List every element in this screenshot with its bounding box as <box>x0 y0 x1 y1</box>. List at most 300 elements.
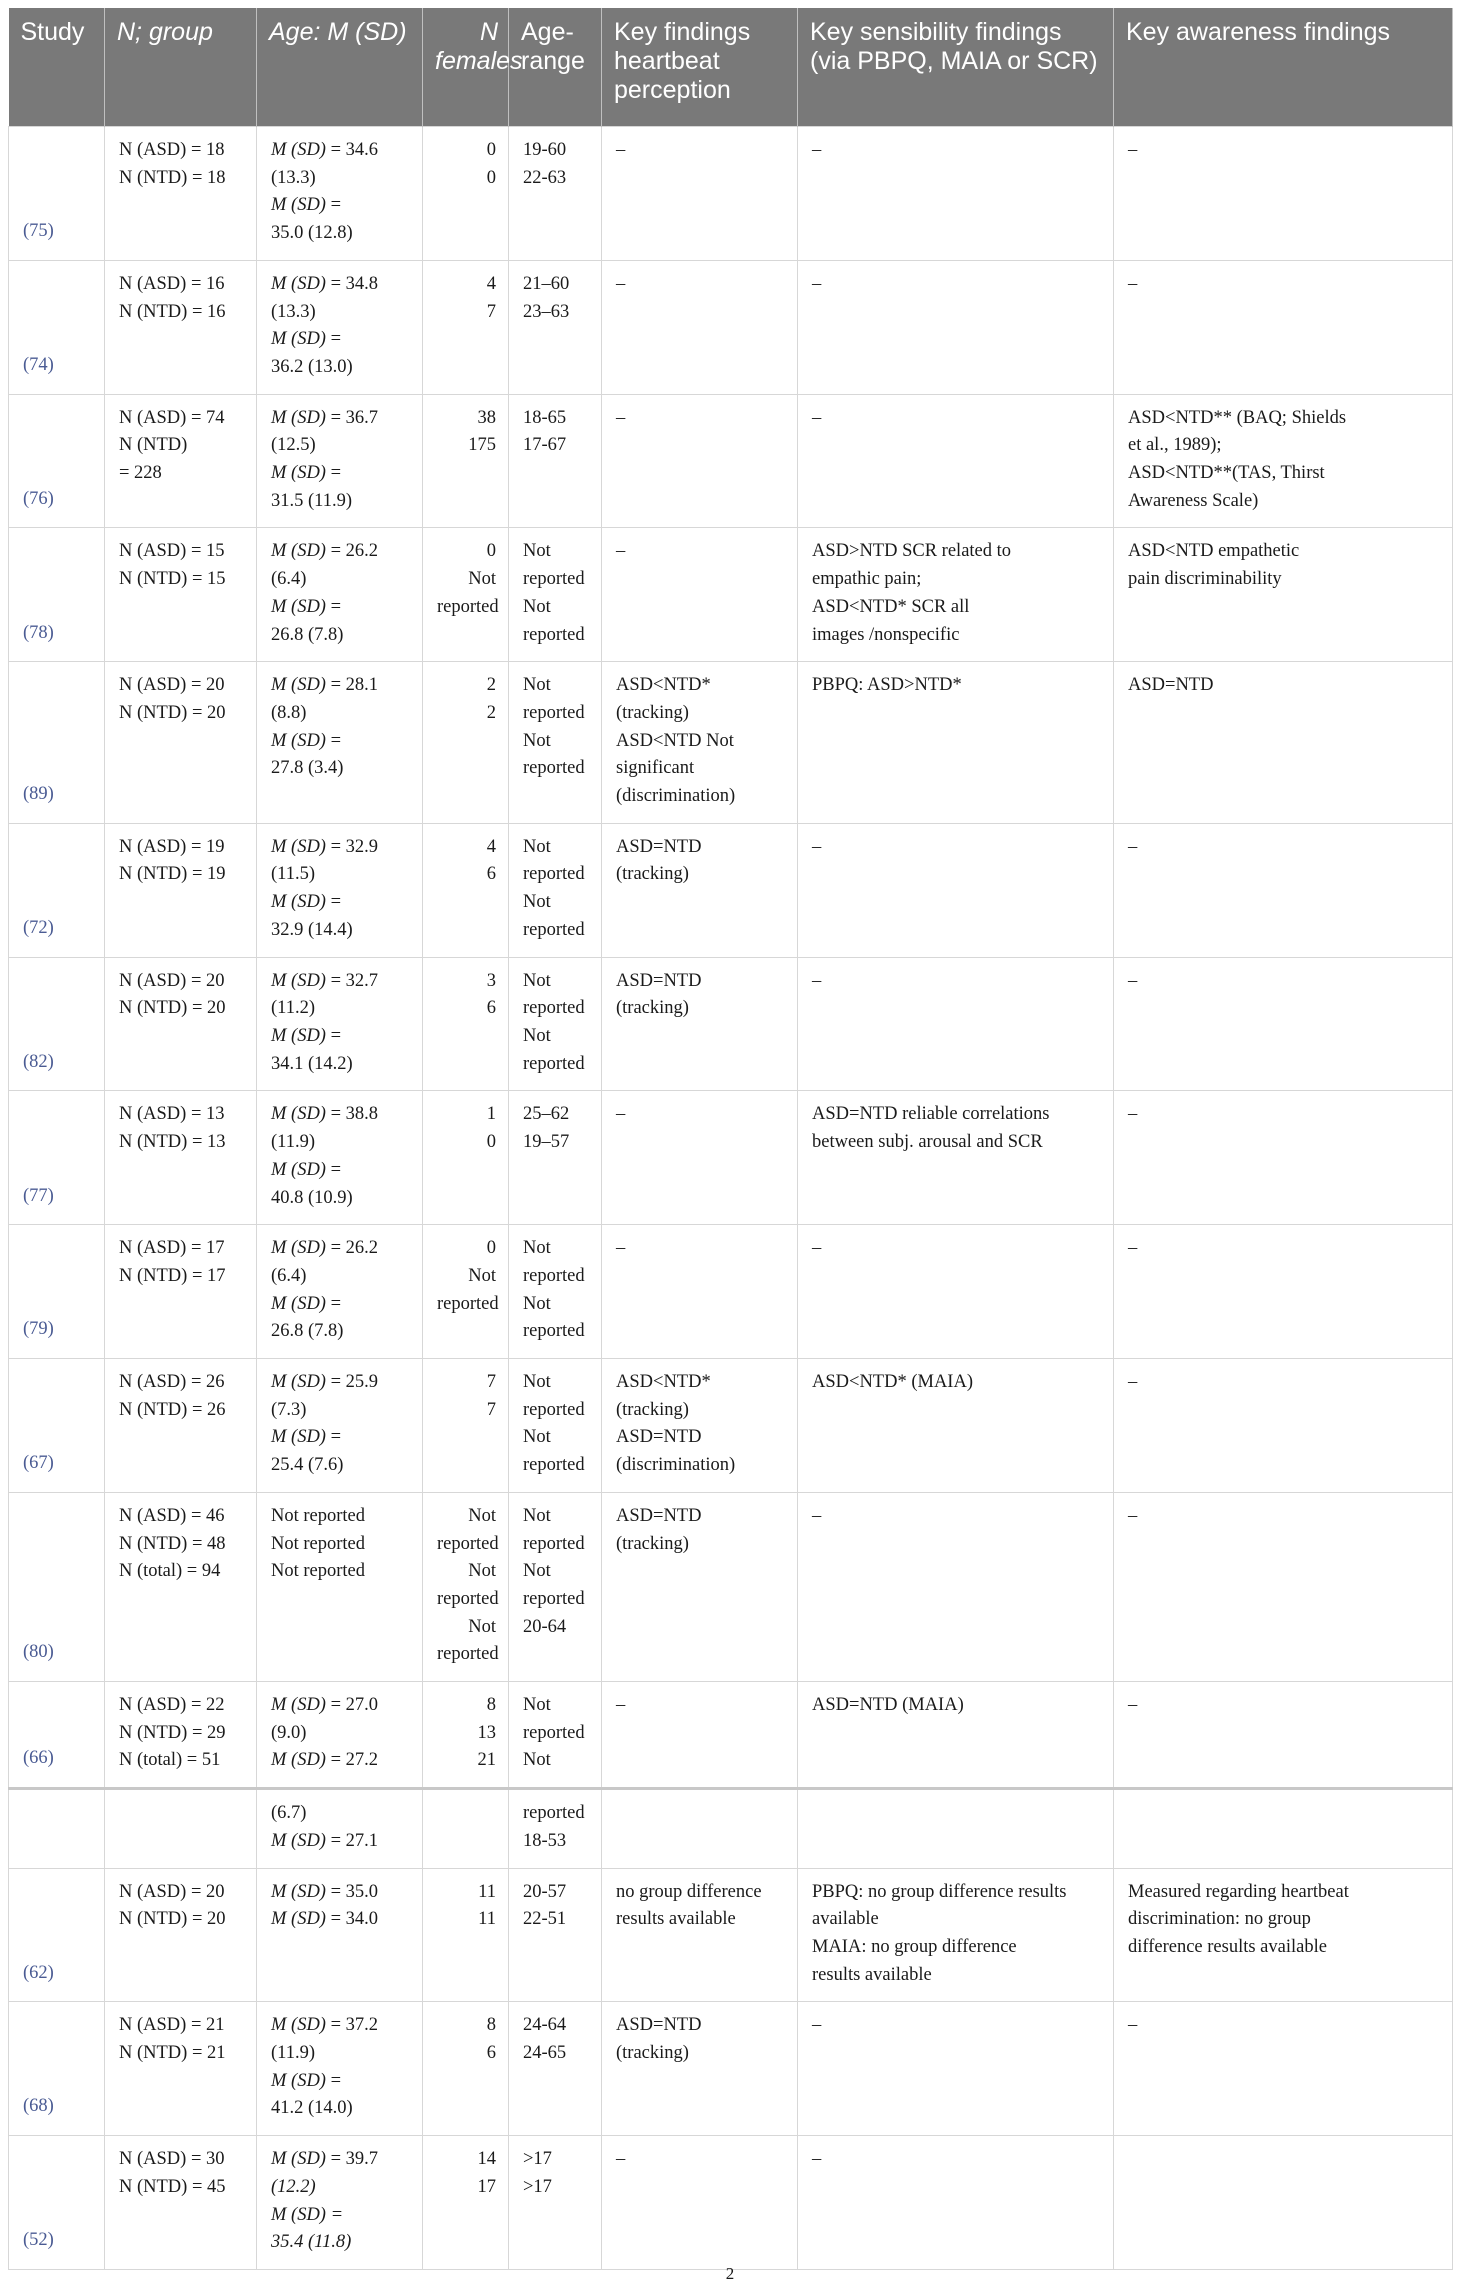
sensibility-cell <box>798 662 1114 824</box>
cell-line: 32.9 (14.4) <box>271 919 353 940</box>
heartbeat-cell <box>602 2002 798 2136</box>
awareness-cell <box>1114 823 1453 957</box>
cell-line: Not <box>523 1427 551 1448</box>
awareness-cell <box>1114 1789 1453 1868</box>
cell-line: 7 <box>486 301 496 322</box>
cell-line: 0 <box>486 167 496 188</box>
msd-value: = 27.2 <box>325 1750 379 1771</box>
cell-line: – <box>812 140 822 160</box>
cell-line: 6 <box>486 864 496 885</box>
sensibility-cell <box>798 823 1114 957</box>
cell-line: (tracking) <box>616 1399 689 1420</box>
study-cell <box>9 1225 105 1359</box>
cell-line: Not <box>468 1505 496 1526</box>
cell-line: 0 <box>486 1132 496 1153</box>
cell-line: 8 <box>486 2015 496 2036</box>
study-cell <box>9 1359 105 1493</box>
cell-line <box>271 1692 410 1720</box>
cell-line: 24-65 <box>523 2043 567 2064</box>
age-range-cell <box>509 1359 602 1493</box>
sensibility-cell <box>798 1868 1114 2002</box>
cell-line: Not <box>468 1616 496 1637</box>
age-cell <box>257 1682 423 1789</box>
cell-line: 41.2 (14.0) <box>271 2098 353 2119</box>
cell-line: ASD<NTD* <box>616 675 711 696</box>
cell-line: 11 <box>478 1909 496 1930</box>
study-reference[interactable]: (52) <box>23 2230 54 2251</box>
cell-line: N (total) = 94 <box>119 1561 221 1582</box>
header-awareness: Key awareness findings <box>1114 8 1453 127</box>
msd-label: M (SD) <box>271 730 326 751</box>
cell-line: results available <box>812 1964 932 1985</box>
cell-line: 17 <box>477 2176 496 2197</box>
cell-line: reported <box>523 1722 585 1743</box>
cell-line: – <box>616 2149 626 2170</box>
heartbeat-cell <box>602 1225 798 1359</box>
cell-line: – <box>812 970 822 991</box>
awareness-cell <box>1114 1682 1453 1789</box>
study-cell <box>9 1682 105 1789</box>
cell-line: 7 <box>486 1399 496 1420</box>
cell-line <box>271 594 410 622</box>
cell-line: 1 <box>486 1104 496 1125</box>
cell-line: N (ASD) = 15 <box>119 541 225 562</box>
females-cell <box>423 2136 509 2270</box>
heartbeat-cell <box>602 260 798 394</box>
sensibility-cell <box>798 528 1114 662</box>
cell-line: Not reported <box>271 1533 366 1554</box>
study-reference[interactable]: (62) <box>23 1962 54 1983</box>
cell-line: pain discriminability <box>1128 569 1282 590</box>
msd-value: = <box>325 1427 342 1448</box>
heartbeat-cell <box>602 394 798 528</box>
awareness-cell <box>1114 2002 1453 2136</box>
msd-label: M (SD) <box>271 1025 326 1046</box>
cell-line <box>271 192 410 220</box>
cell-line: reported <box>523 919 585 940</box>
cell-line: Not <box>523 730 551 751</box>
study-reference[interactable]: (66) <box>23 1748 54 1769</box>
cell-line <box>271 1291 410 1319</box>
cell-line: reported <box>523 758 585 779</box>
age-cell <box>257 127 423 261</box>
group-cell <box>105 1359 257 1493</box>
study-reference[interactable]: (89) <box>23 784 54 805</box>
cell-line: N (ASD) = 16 <box>119 273 225 294</box>
cell-line: (6.4) <box>271 569 307 590</box>
study-reference[interactable]: (74) <box>23 354 54 375</box>
cell-line: reported <box>523 1455 585 1476</box>
cell-line: – <box>1128 1372 1138 1393</box>
cell-line: – <box>616 407 626 428</box>
msd-value: = <box>325 1025 342 1046</box>
cell-line: (11.9) <box>271 2043 316 2064</box>
study-reference[interactable]: (80) <box>23 1642 54 1663</box>
sensibility-cell <box>798 2136 1114 2270</box>
sensibility-cell <box>798 1789 1114 1868</box>
group-cell <box>105 1492 257 1681</box>
table-body <box>9 127 1453 2270</box>
age-cell <box>257 1225 423 1359</box>
cell-line: 20-64 <box>523 1616 567 1637</box>
sensibility-cell <box>798 2002 1114 2136</box>
msd-label: M (SD) <box>271 675 326 696</box>
cell-line: N (NTD) = 20 <box>119 702 226 723</box>
group-cell <box>105 260 257 394</box>
cell-line: 31.5 (11.9) <box>271 490 353 511</box>
females-cell <box>423 394 509 528</box>
msd-value: = 27.1 <box>325 1830 379 1851</box>
study-cell <box>9 394 105 528</box>
cell-line: N (NTD) = 13 <box>119 1132 226 1153</box>
table-row <box>9 957 1453 1091</box>
cell-line: ASD=NTD <box>616 1427 702 1448</box>
group-cell <box>105 823 257 957</box>
table-row <box>9 394 1453 528</box>
awareness-cell <box>1114 1225 1453 1359</box>
cell-line: MAIA: no group difference <box>812 1936 1017 1957</box>
heartbeat-cell <box>602 2136 798 2270</box>
cell-line: (13.3) <box>271 167 316 188</box>
group-cell <box>105 2136 257 2270</box>
cell-line: (12.5) <box>271 435 316 456</box>
cell-line: (tracking) <box>616 2043 689 2064</box>
msd-value: = 34.8 <box>325 273 379 294</box>
cell-line: reported <box>437 596 499 617</box>
study-reference[interactable]: (72) <box>23 917 54 938</box>
msd-label: M (SD) <box>271 1104 326 1125</box>
cell-line <box>271 538 410 566</box>
cell-line <box>271 1369 410 1397</box>
heartbeat-cell <box>602 1868 798 2002</box>
cell-line: Not <box>523 1238 551 1259</box>
header-study: Study <box>9 8 105 127</box>
cell-line: – <box>616 541 626 562</box>
msd-value: = <box>325 596 342 617</box>
msd-label: M (SD) <box>271 463 326 484</box>
cell-line: 7 <box>486 1372 496 1393</box>
heartbeat-cell <box>602 823 798 957</box>
msd-value: = 34.0 <box>325 1909 379 1930</box>
cell-line: no group difference <box>616 1881 762 1902</box>
cell-line: – <box>812 836 822 857</box>
msd-label: M (SD) <box>271 836 326 857</box>
cell-line: (13.3) <box>271 301 316 322</box>
cell-line: 23–63 <box>523 301 570 322</box>
cell-line <box>271 2202 410 2230</box>
age-cell <box>257 1789 423 1868</box>
females-cell <box>423 1359 509 1493</box>
table-row <box>9 2136 1453 2270</box>
cell-line: (6.7) <box>271 1803 307 1824</box>
cell-line: (discrimination) <box>616 1455 736 1476</box>
cell-line: (discrimination) <box>616 786 736 807</box>
cell-line <box>271 968 410 996</box>
msd-value: = 32.9 <box>325 836 379 857</box>
heartbeat-cell <box>602 528 798 662</box>
cell-line: Not <box>523 836 551 857</box>
study-table <box>8 8 1453 2270</box>
study-reference[interactable]: (68) <box>23 2096 54 2117</box>
cell-line: N (NTD) = 21 <box>119 2043 226 2064</box>
cell-line: between subj. arousal and SCR <box>812 1132 1043 1153</box>
females-cell <box>423 2002 509 2136</box>
msd-value: = 36.7 <box>325 407 379 428</box>
heartbeat-cell <box>602 1789 798 1868</box>
cell-line: Not reported <box>271 1505 366 1526</box>
cell-line: N (ASD) = 18 <box>119 140 225 160</box>
cell-line: 34.1 (14.2) <box>271 1053 353 1074</box>
cell-line: Not <box>468 569 496 590</box>
group-cell <box>105 662 257 824</box>
females-cell <box>423 662 509 824</box>
msd-value: = <box>325 1159 342 1180</box>
heartbeat-cell <box>602 957 798 1091</box>
msd-label: M (SD) <box>271 140 326 160</box>
age-range-cell <box>509 394 602 528</box>
cell-line: – <box>812 1505 822 1526</box>
cell-line <box>271 728 410 756</box>
cell-line: – <box>1128 140 1138 160</box>
table-row <box>9 1091 1453 1225</box>
age-range-cell <box>509 260 602 394</box>
cell-line: significant <box>616 758 695 779</box>
cell-line: 27.8 (3.4) <box>271 758 344 779</box>
cell-line: available <box>812 1909 879 1930</box>
group-cell <box>105 2002 257 2136</box>
age-range-cell <box>509 1868 602 2002</box>
msd-label: M (SD) <box>271 1427 326 1448</box>
msd-value: = 38.8 <box>325 1104 379 1125</box>
study-cell <box>9 1492 105 1681</box>
cell-line: – <box>1128 1238 1138 1259</box>
age-range-cell <box>509 1789 602 1868</box>
cell-line <box>271 672 410 700</box>
study-cell <box>9 957 105 1091</box>
msd-label: M (SD) <box>271 541 326 562</box>
awareness-cell <box>1114 127 1453 261</box>
msd-label: M (SD) <box>271 407 326 428</box>
cell-line: ASD<NTD** (BAQ; Shields <box>1128 407 1347 428</box>
study-reference[interactable]: (78) <box>23 622 54 643</box>
msd-label: M (SD) <box>271 1293 326 1314</box>
cell-line: reported <box>523 998 585 1019</box>
table-header-row <box>9 8 1453 127</box>
cell-line: 6 <box>486 2043 496 2064</box>
cell-line: – <box>812 273 822 294</box>
cell-line: 40.8 (10.9) <box>271 1187 353 1208</box>
table-row <box>9 528 1453 662</box>
cell-line: ASD<NTD* (MAIA) <box>812 1372 973 1393</box>
cell-line: N (NTD) = 20 <box>119 1909 226 1930</box>
sensibility-cell <box>798 1682 1114 1789</box>
group-cell <box>105 1682 257 1789</box>
cell-line: – <box>616 1695 626 1716</box>
age-cell <box>257 528 423 662</box>
age-cell <box>257 1492 423 1681</box>
cell-line: Not <box>523 596 551 617</box>
study-cell <box>9 1868 105 2002</box>
age-cell <box>257 1868 423 2002</box>
study-cell <box>9 1789 105 1868</box>
cell-line: N (NTD) = 17 <box>119 1265 226 1286</box>
msd-value: = <box>325 2204 344 2225</box>
table-row <box>9 1868 1453 2002</box>
msd-label: M (SD) <box>271 273 326 294</box>
msd-label: M (SD) <box>271 1909 326 1930</box>
cell-line: (tracking) <box>616 864 689 885</box>
cell-line: ASD<NTD* SCR all <box>812 596 970 617</box>
cell-line <box>271 2012 410 2040</box>
cell-line: N (NTD) = 15 <box>119 569 226 590</box>
cell-line: Measured regarding heartbeat <box>1128 1881 1349 1902</box>
msd-label: M (SD) <box>271 892 326 913</box>
cell-line: – <box>1128 1695 1138 1716</box>
cell-line: ASD=NTD <box>616 1505 702 1526</box>
cell-line: – <box>616 1104 626 1125</box>
cell-line: ASD=NTD <box>616 836 702 857</box>
cell-line: 175 <box>468 435 496 456</box>
cell-line: 4 <box>486 273 496 294</box>
cell-line: reported <box>523 1803 585 1824</box>
heartbeat-cell <box>602 127 798 261</box>
study-reference[interactable]: (77) <box>23 1185 54 1206</box>
cell-line: difference results available <box>1128 1936 1327 1957</box>
msd-label: M (SD) <box>271 1238 326 1259</box>
msd-label: M (SD) <box>271 2070 326 2091</box>
age-range-cell <box>509 1492 602 1681</box>
cell-line: – <box>1128 836 1138 857</box>
msd-value: = <box>325 195 342 216</box>
females-cell <box>423 957 509 1091</box>
cell-line: N (ASD) = 19 <box>119 836 225 857</box>
cell-line: (11.2) <box>271 998 316 1019</box>
cell-line: – <box>1128 273 1138 294</box>
msd-value: = <box>325 730 342 751</box>
cell-line <box>271 1747 410 1775</box>
cell-line: N (ASD) = 46 <box>119 1505 225 1526</box>
age-cell <box>257 394 423 528</box>
msd-label: M (SD) <box>271 329 326 350</box>
cell-line: 3 <box>486 970 496 991</box>
awareness-cell <box>1114 528 1453 662</box>
msd-value: = 32.7 <box>325 970 379 991</box>
age-range-cell <box>509 1682 602 1789</box>
cell-line: – <box>616 140 626 160</box>
cell-line: 17-67 <box>523 435 567 456</box>
cell-line: ASD<NTD* <box>616 1372 711 1393</box>
age-cell <box>257 957 423 1091</box>
females-cell <box>423 823 509 957</box>
group-cell <box>105 528 257 662</box>
group-cell <box>105 1225 257 1359</box>
cell-line: Not <box>523 1372 551 1393</box>
msd-label: M (SD) <box>271 1159 326 1180</box>
group-cell <box>105 394 257 528</box>
msd-value: = <box>325 1293 342 1314</box>
cell-line: N (ASD) = 13 <box>119 1104 225 1125</box>
cell-line: Not <box>523 1695 551 1716</box>
cell-line: Not <box>523 1561 551 1582</box>
cell-line <box>271 2146 410 2174</box>
group-cell <box>105 127 257 261</box>
msd-value: = 26.2 <box>325 1238 379 1259</box>
cell-line: 36.2 (13.0) <box>271 356 353 377</box>
awareness-cell <box>1114 394 1453 528</box>
cell-line: 21–60 <box>523 273 570 294</box>
msd-value: = 27.0 <box>325 1695 379 1716</box>
cell-line: – <box>812 407 822 428</box>
cell-line: – <box>812 2149 822 2170</box>
cell-line: (tracking) <box>616 998 689 1019</box>
cell-line: N (ASD) = 20 <box>119 970 225 991</box>
sensibility-cell <box>798 127 1114 261</box>
cell-line: N (ASD) = 20 <box>119 1881 225 1902</box>
age-range-cell <box>509 1091 602 1225</box>
cell-line: 26.8 (7.8) <box>271 624 344 645</box>
cell-line: 21 <box>477 1750 496 1771</box>
cell-line <box>271 889 410 917</box>
header-n-females: N females <box>423 8 509 127</box>
sensibility-cell <box>798 1492 1114 1681</box>
header-heartbeat: Key findings heartbeat perception <box>602 8 798 127</box>
cell-line: reported <box>523 1588 585 1609</box>
table-row <box>9 823 1453 957</box>
study-reference[interactable]: (75) <box>23 221 54 242</box>
cell-line: 18-53 <box>523 1830 567 1851</box>
cell-line: reported <box>523 1053 585 1074</box>
heartbeat-cell <box>602 1091 798 1225</box>
study-reference[interactable]: (79) <box>23 1319 54 1340</box>
cell-line: N (ASD) = 74 <box>119 407 225 428</box>
cell-line: – <box>812 1238 822 1259</box>
females-cell <box>423 1225 509 1359</box>
cell-line: 8 <box>486 1695 496 1716</box>
msd-label: M (SD) <box>271 1372 326 1393</box>
cell-line: (11.9) <box>271 1132 316 1153</box>
cell-line: N (ASD) = 26 <box>119 1372 225 1393</box>
cell-line: ASD=NTD <box>616 970 702 991</box>
cell-line: ASD=NTD (MAIA) <box>812 1695 964 1716</box>
msd-value: = <box>325 2070 342 2091</box>
study-reference[interactable]: (76) <box>23 488 54 509</box>
cell-line: PBPQ: no group difference results <box>812 1881 1067 1902</box>
cell-line: Awareness Scale) <box>1128 490 1259 511</box>
msd-label: M (SD) <box>271 2204 326 2225</box>
study-reference[interactable]: (67) <box>23 1453 54 1474</box>
females-cell <box>423 528 509 662</box>
cell-line: N (NTD) <box>119 435 188 456</box>
heartbeat-cell <box>602 1492 798 1681</box>
cell-line <box>271 1023 410 1051</box>
page-number: 2 <box>725 2264 735 2283</box>
cell-line: ASD>NTD SCR related to <box>812 541 1012 562</box>
cell-line: 0 <box>486 1238 496 1259</box>
cell-line <box>271 1235 410 1263</box>
cell-line: N (NTD) = 19 <box>119 864 226 885</box>
group-cell <box>105 1091 257 1225</box>
awareness-cell <box>1114 2136 1453 2270</box>
cell-line: N (NTD) = 26 <box>119 1399 226 1420</box>
females-cell <box>423 1789 509 1868</box>
study-reference[interactable]: (82) <box>23 1051 54 1072</box>
cell-line: = 228 <box>119 463 162 484</box>
table-row <box>9 127 1453 261</box>
msd-value: = 25.9 <box>325 1372 379 1393</box>
cell-line: reported <box>523 1533 585 1554</box>
cell-line: N (NTD) = 29 <box>119 1722 226 1743</box>
cell-line: 35.0 (12.8) <box>271 223 353 244</box>
